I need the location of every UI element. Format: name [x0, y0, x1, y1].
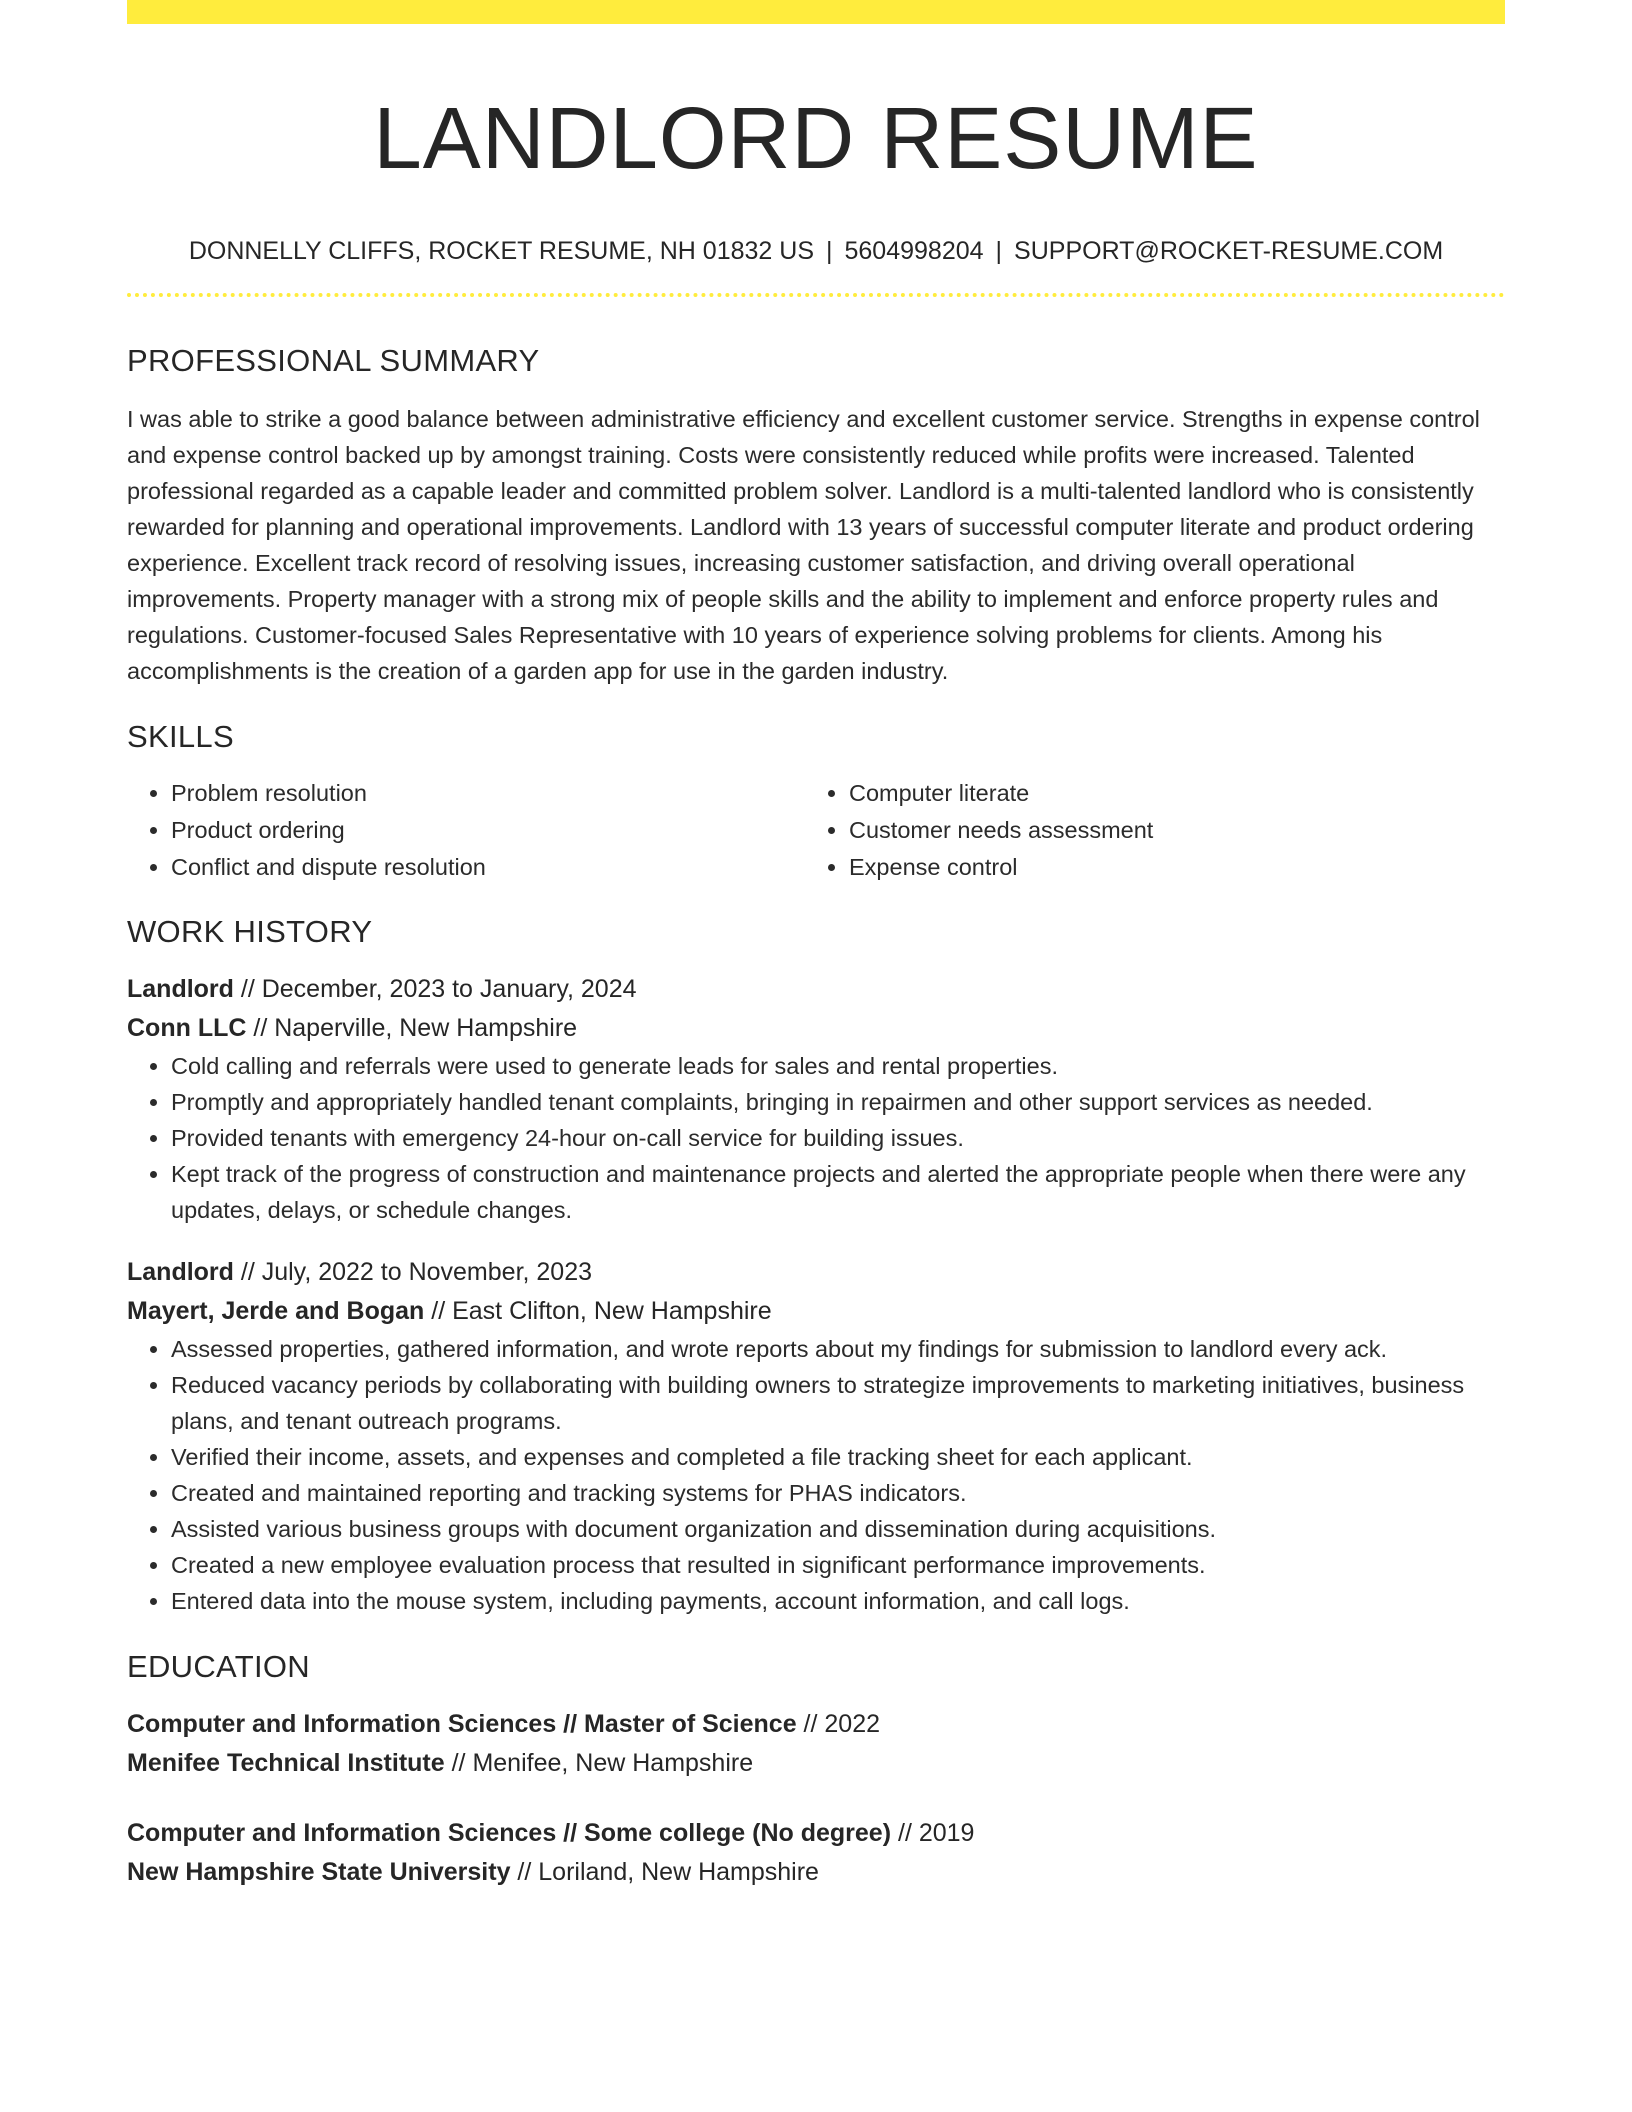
contact-line: [127, 231, 1505, 271]
job-bullet: • Reduced vacancy periods by collaborating with building owners to strategize improvements to marketing initiatives, business plans, and tenant outreach programs.: [171, 1367, 1505, 1439]
top-accent-bar: [127, 0, 1505, 24]
contact-separator: |: [995, 237, 1003, 265]
job-role-line: [127, 1253, 1505, 1292]
education-degree: Computer and Information Sciences // Master of Science: [127, 1710, 797, 1738]
job-bullet: • Verified their income, assets, and expenses and completed a file tracking sheet for each applicant.: [171, 1439, 1505, 1475]
job-bullet: • Cold calling and referrals were used to generate leads for sales and rental properties.: [171, 1048, 1505, 1084]
job-dates: // July, 2022 to November, 2023: [233, 1258, 593, 1286]
skills-list-left: [127, 775, 805, 886]
contact-address: DONNELLY CLIFFS, ROCKET RESUME, NH 01832 US: [188, 237, 814, 265]
education-location: // Loriland, New Hampshire: [510, 1858, 819, 1886]
education-degree-line: [127, 1814, 1505, 1853]
job-dates: // December, 2023 to January, 2024: [233, 975, 637, 1003]
contact-separator: |: [826, 237, 833, 265]
job-bullet: • Provided tenants with emergency 24-hour on-call service for building issues.: [171, 1120, 1505, 1156]
skill-item: • Product ordering: [171, 812, 805, 849]
skills-heading: SKILLS: [127, 719, 234, 754]
education-degree-line: [127, 1705, 1505, 1744]
job-company: Mayert, Jerde and Bogan: [127, 1297, 425, 1325]
education-year: // 2019: [891, 1819, 975, 1847]
job-bullet: • Assessed properties, gathered information, and wrote reports about my findings for submission to landlord every ack.: [171, 1331, 1505, 1367]
job-bullet: • Promptly and appropriately handled tenant complaints, bringing in repairmen and other support services as needed.: [171, 1084, 1505, 1120]
job-bullet: • Assisted various business groups with document organization and dissemination during acquisitions.: [171, 1511, 1505, 1547]
skill-item: • Conflict and dispute resolution: [171, 849, 805, 886]
education-year: // 2022: [796, 1710, 881, 1738]
skill-item: • Problem resolution: [171, 775, 805, 812]
job-bullet: • Kept track of the progress of construction and maintenance projects and alerted the appropriate people when there were any updates, delays, or schedule changes.: [171, 1156, 1505, 1228]
job-bullets: [127, 1331, 1505, 1619]
work-history-heading: WORK HISTORY: [127, 914, 373, 949]
job-bullet: • Entered data into the mouse system, including payments, account information, and call logs.: [171, 1583, 1505, 1619]
skill-item: • Expense control: [849, 849, 1505, 886]
education-school-line: [127, 1744, 1505, 1783]
resume-page: [127, 0, 1505, 1892]
job-company-line: [127, 1292, 1505, 1331]
job-bullets: [127, 1048, 1505, 1228]
job-bullet: • Created a new employee evaluation process that resulted in significant performance improvements.: [171, 1547, 1505, 1583]
job-company-line: [127, 1009, 1505, 1048]
summary-text: I was able to strike a good balance between administrative efficiency and excellent customer service. Strengths in expense control and expense control backed up by amongst training. Costs were consistently reduced while profits were increased. Talented professional regarded as a capable leader and committed problem solver. Landlord is a multi-talented landlord who is consistently rewarded for planning and operational improvements. Landlord with 13 years of successful computer literate and product ordering experience. Excellent track record of resolving issues, increasing customer satisfaction, and driving overall operational improvements. Property manager with a strong mix of people skills and the ability to implement and enforce property rules and regulations. Customer-focused Sales Representative with 10 years of experience solving problems for clients. Among his accomplishments is the creation of a garden app for use in the garden industry.: [127, 406, 1480, 684]
education-school-line: [127, 1853, 1505, 1892]
education-school: Menifee Technical Institute: [127, 1749, 445, 1777]
skill-item: • Customer needs assessment: [849, 812, 1505, 849]
job-role: Landlord: [127, 1258, 234, 1286]
job-bullet: • Created and maintained reporting and tracking systems for PHAS indicators.: [171, 1475, 1505, 1511]
contact-phone[interactable]: 5604998204: [844, 237, 984, 265]
education-location: // Menifee, New Hampshire: [444, 1749, 754, 1777]
job-role: Landlord: [127, 975, 234, 1003]
job-company: Conn LLC: [127, 1014, 247, 1042]
job-location: // East Clifton, New Hampshire: [424, 1297, 772, 1325]
job-location: // Naperville, New Hampshire: [246, 1014, 578, 1042]
skill-item: • Computer literate: [849, 775, 1505, 812]
education-school: New Hampshire State University: [127, 1858, 511, 1886]
education-heading: EDUCATION: [127, 1649, 310, 1684]
education-degree: Computer and Information Sciences // Some college (No degree): [127, 1819, 892, 1847]
summary-heading: PROFESSIONAL SUMMARY: [127, 343, 540, 378]
resume-title: LANDLORD RESUME: [373, 90, 1259, 187]
dotted-divider: [127, 293, 1505, 297]
skills-grid: [127, 775, 1505, 886]
contact-email[interactable]: SUPPORT@ROCKET-RESUME.COM: [1014, 237, 1444, 265]
job-role-line: [127, 970, 1505, 1009]
skills-list-right: [805, 775, 1505, 886]
